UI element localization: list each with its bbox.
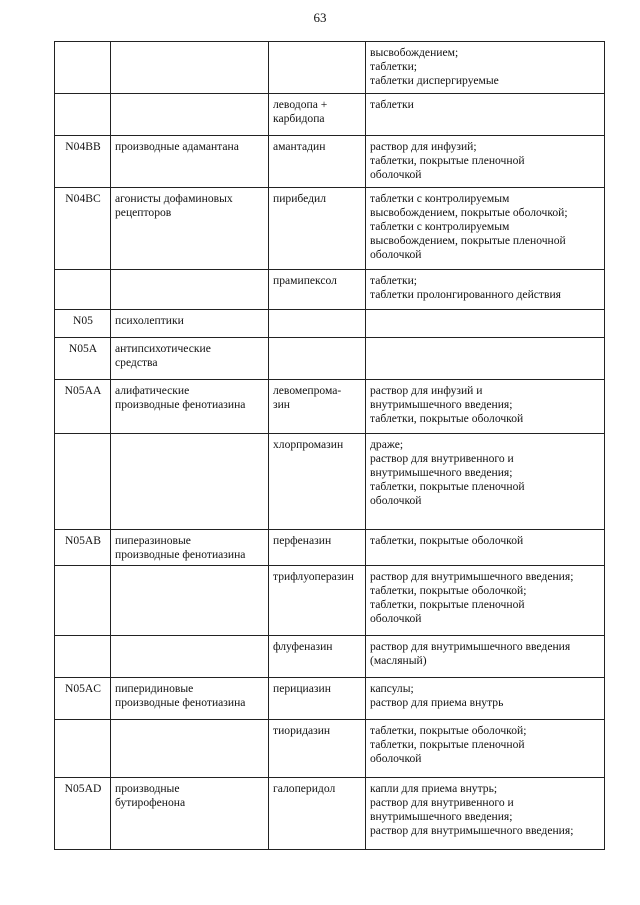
dosage-form-line: раствор для внутривенного и: [370, 452, 514, 465]
atc-code-cell: [55, 720, 111, 778]
table-row: [55, 338, 605, 380]
anatomical-group-cell: [111, 380, 269, 434]
dosage-form-cell: [366, 270, 605, 310]
anatomical-group-cell: [111, 566, 269, 636]
active-substance-line: карбидопа: [273, 112, 325, 125]
active-substance-line: галоперидол: [273, 782, 336, 795]
active-substance-cell: [269, 530, 366, 566]
active-substance-cell: [269, 720, 366, 778]
dosage-form-line: таблетки, покрытые оболочкой;: [370, 724, 527, 737]
anatomical-group-line: производные фенотиазина: [115, 548, 246, 561]
active-substance-cell: [269, 338, 366, 380]
anatomical-group-line: пиперазиновые: [115, 534, 191, 547]
dosage-form-line: высвобождением, покрытые пленочной: [370, 234, 566, 247]
atc-code: N05AC: [64, 682, 102, 695]
dosage-form-line: раствор для внутримышечного введения;: [370, 824, 574, 837]
table-row: [55, 270, 605, 310]
active-substance-cell: [269, 636, 366, 678]
atc-code-cell: [55, 310, 111, 338]
dosage-form-cell: [366, 310, 605, 338]
table-row: [55, 434, 605, 530]
anatomical-group-line: бутирофенона: [115, 796, 186, 809]
dosage-form-cell: [366, 338, 605, 380]
atc-code-cell: [55, 678, 111, 720]
anatomical-group-cell: [111, 338, 269, 380]
anatomical-group-cell: [111, 678, 269, 720]
anatomical-group-cell: [111, 188, 269, 270]
dosage-form-line: оболочкой: [370, 612, 422, 625]
page-number: 63: [313, 10, 327, 25]
atc-code-cell: [55, 636, 111, 678]
dosage-form-cell: [366, 530, 605, 566]
table-row: [55, 42, 605, 94]
dosage-form-line: таблетки, покрытые оболочкой: [370, 412, 524, 425]
dosage-form-line: раствор для внутримышечного введения;: [370, 570, 574, 583]
table-body: [55, 42, 605, 850]
anatomical-group-line: пиперидиновые: [115, 682, 194, 695]
dosage-form-line: таблетки пролонгированного действия: [370, 288, 561, 301]
dosage-form-cell: [366, 566, 605, 636]
dosage-form-line: высвобождением, покрытые оболочкой;: [370, 206, 568, 219]
dosage-form-line: раствор для внутримышечного введения: [370, 640, 571, 653]
dosage-form-line: таблетки: [370, 98, 414, 111]
anatomical-group-cell: [111, 136, 269, 188]
active-substance-line: флуфеназин: [273, 640, 333, 653]
dosage-form-cell: [366, 380, 605, 434]
active-substance-line: перициазин: [273, 682, 331, 695]
dosage-form-cell: [366, 636, 605, 678]
anatomical-group-line: алифатические: [115, 384, 190, 397]
dosage-form-cell: [366, 42, 605, 94]
dosage-form-line: оболочкой: [370, 168, 422, 181]
atc-code-cell: [55, 42, 111, 94]
dosage-form-cell: [366, 678, 605, 720]
dosage-form-line: оболочкой: [370, 248, 422, 261]
dosage-form-cell: [366, 720, 605, 778]
atc-code-cell: [55, 434, 111, 530]
active-substance-cell: [269, 310, 366, 338]
atc-code-cell: [55, 94, 111, 136]
table-row: [55, 188, 605, 270]
dosage-form-line: внутримышечного введения;: [370, 398, 513, 411]
dosage-form-line: таблетки, покрытые пленочной: [370, 480, 525, 493]
anatomical-group-line: производные фенотиазина: [115, 398, 246, 411]
table-row: [55, 720, 605, 778]
active-substance-cell: [269, 42, 366, 94]
anatomical-group-line: средства: [115, 356, 158, 369]
table-row: [55, 136, 605, 188]
active-substance-cell: [269, 434, 366, 530]
active-substance-cell: [269, 136, 366, 188]
dosage-form-line: раствор для приема внутрь: [370, 696, 504, 709]
table-row: [55, 778, 605, 850]
dosage-form-line: таблетки диспергируемые: [370, 74, 499, 87]
atc-code-cell: [55, 566, 111, 636]
active-substance-line: пирибедил: [273, 192, 327, 205]
atc-code-cell: [55, 270, 111, 310]
active-substance-line: тиоридазин: [273, 724, 331, 737]
dosage-form-line: таблетки с контролируемым: [370, 220, 510, 233]
active-substance-cell: [269, 678, 366, 720]
anatomical-group-cell: [111, 778, 269, 850]
active-substance-line: зин: [273, 398, 290, 411]
dosage-form-cell: [366, 94, 605, 136]
dosage-form-line: раствор для инфузий;: [370, 140, 477, 153]
atc-code: N05: [73, 314, 93, 327]
dosage-form-line: раствор для внутривенного и: [370, 796, 514, 809]
active-substance-line: леводопа +: [273, 98, 328, 111]
dosage-form-line: таблетки;: [370, 274, 418, 287]
active-substance-line: перфеназин: [273, 534, 332, 547]
dosage-form-line: внутримышечного введения;: [370, 810, 513, 823]
anatomical-group-line: рецепторов: [115, 206, 172, 219]
atc-code: N05AA: [64, 384, 102, 397]
anatomical-group-line: производные: [115, 782, 180, 795]
active-substance-cell: [269, 270, 366, 310]
anatomical-group-cell: [111, 42, 269, 94]
table-row: [55, 678, 605, 720]
anatomical-group-line: психолептики: [115, 314, 184, 327]
dosage-form-line: таблетки с контролируемым: [370, 192, 510, 205]
table-row: [55, 94, 605, 136]
dosage-form-line: таблетки, покрытые пленочной: [370, 598, 525, 611]
active-substance-cell: [269, 778, 366, 850]
dosage-form-line: драже;: [370, 438, 404, 451]
active-substance-cell: [269, 188, 366, 270]
active-substance-cell: [269, 94, 366, 136]
active-substance-line: левомепрома-: [273, 384, 342, 397]
atc-code-cell: [55, 530, 111, 566]
dosage-form-cell: [366, 188, 605, 270]
table-row: [55, 636, 605, 678]
active-substance-line: хлорпромазин: [273, 438, 344, 451]
dosage-form-line: таблетки, покрытые оболочкой: [370, 534, 524, 547]
dosage-form-line: оболочкой: [370, 752, 422, 765]
anatomical-group-cell: [111, 310, 269, 338]
dosage-form-line: внутримышечного введения;: [370, 466, 513, 479]
table-row: [55, 530, 605, 566]
atc-code-cell: [55, 338, 111, 380]
active-substance-line: амантадин: [273, 140, 326, 153]
atc-code: N05AD: [64, 782, 102, 795]
table-row: [55, 566, 605, 636]
dosage-form-line: оболочкой: [370, 494, 422, 507]
anatomical-group-line: агонисты дофаминовых: [115, 192, 233, 205]
atc-code: N05AB: [64, 534, 102, 547]
dosage-form-cell: [366, 136, 605, 188]
anatomical-group-cell: [111, 720, 269, 778]
table-row: [55, 380, 605, 434]
dosage-form-line: таблетки;: [370, 60, 418, 73]
active-substance-line: прамипексол: [273, 274, 337, 287]
anatomical-group-cell: [111, 636, 269, 678]
anatomical-group-cell: [111, 270, 269, 310]
anatomical-group-cell: [111, 94, 269, 136]
atc-code-cell: [55, 136, 111, 188]
dosage-form-line: таблетки, покрытые оболочкой;: [370, 584, 527, 597]
dosage-form-line: капсулы;: [370, 682, 414, 695]
drug-table: [54, 41, 605, 850]
dosage-form-line: высвобождением;: [370, 46, 459, 59]
atc-code-cell: [55, 778, 111, 850]
anatomical-group-line: производные адамантана: [115, 140, 239, 153]
atc-code: N04BC: [65, 192, 101, 205]
dosage-form-cell: [366, 778, 605, 850]
atc-code: N04BB: [65, 140, 101, 153]
active-substance-cell: [269, 380, 366, 434]
anatomical-group-cell: [111, 434, 269, 530]
dosage-form-line: капли для приема внутрь;: [370, 782, 498, 795]
dosage-form-cell: [366, 434, 605, 530]
active-substance-cell: [269, 566, 366, 636]
anatomical-group-line: антипсихотические: [115, 342, 211, 355]
dosage-form-line: раствор для инфузий и: [370, 384, 483, 397]
anatomical-group-cell: [111, 530, 269, 566]
dosage-form-line: таблетки, покрытые пленочной: [370, 154, 525, 167]
atc-code: N05A: [68, 342, 98, 355]
atc-code-cell: [55, 188, 111, 270]
dosage-form-line: таблетки, покрытые пленочной: [370, 738, 525, 751]
dosage-form-line: (масляный): [370, 654, 427, 667]
active-substance-line: трифлуоперазин: [273, 570, 354, 583]
anatomical-group-line: производные фенотиазина: [115, 696, 246, 709]
atc-code-cell: [55, 380, 111, 434]
table-row: [55, 310, 605, 338]
